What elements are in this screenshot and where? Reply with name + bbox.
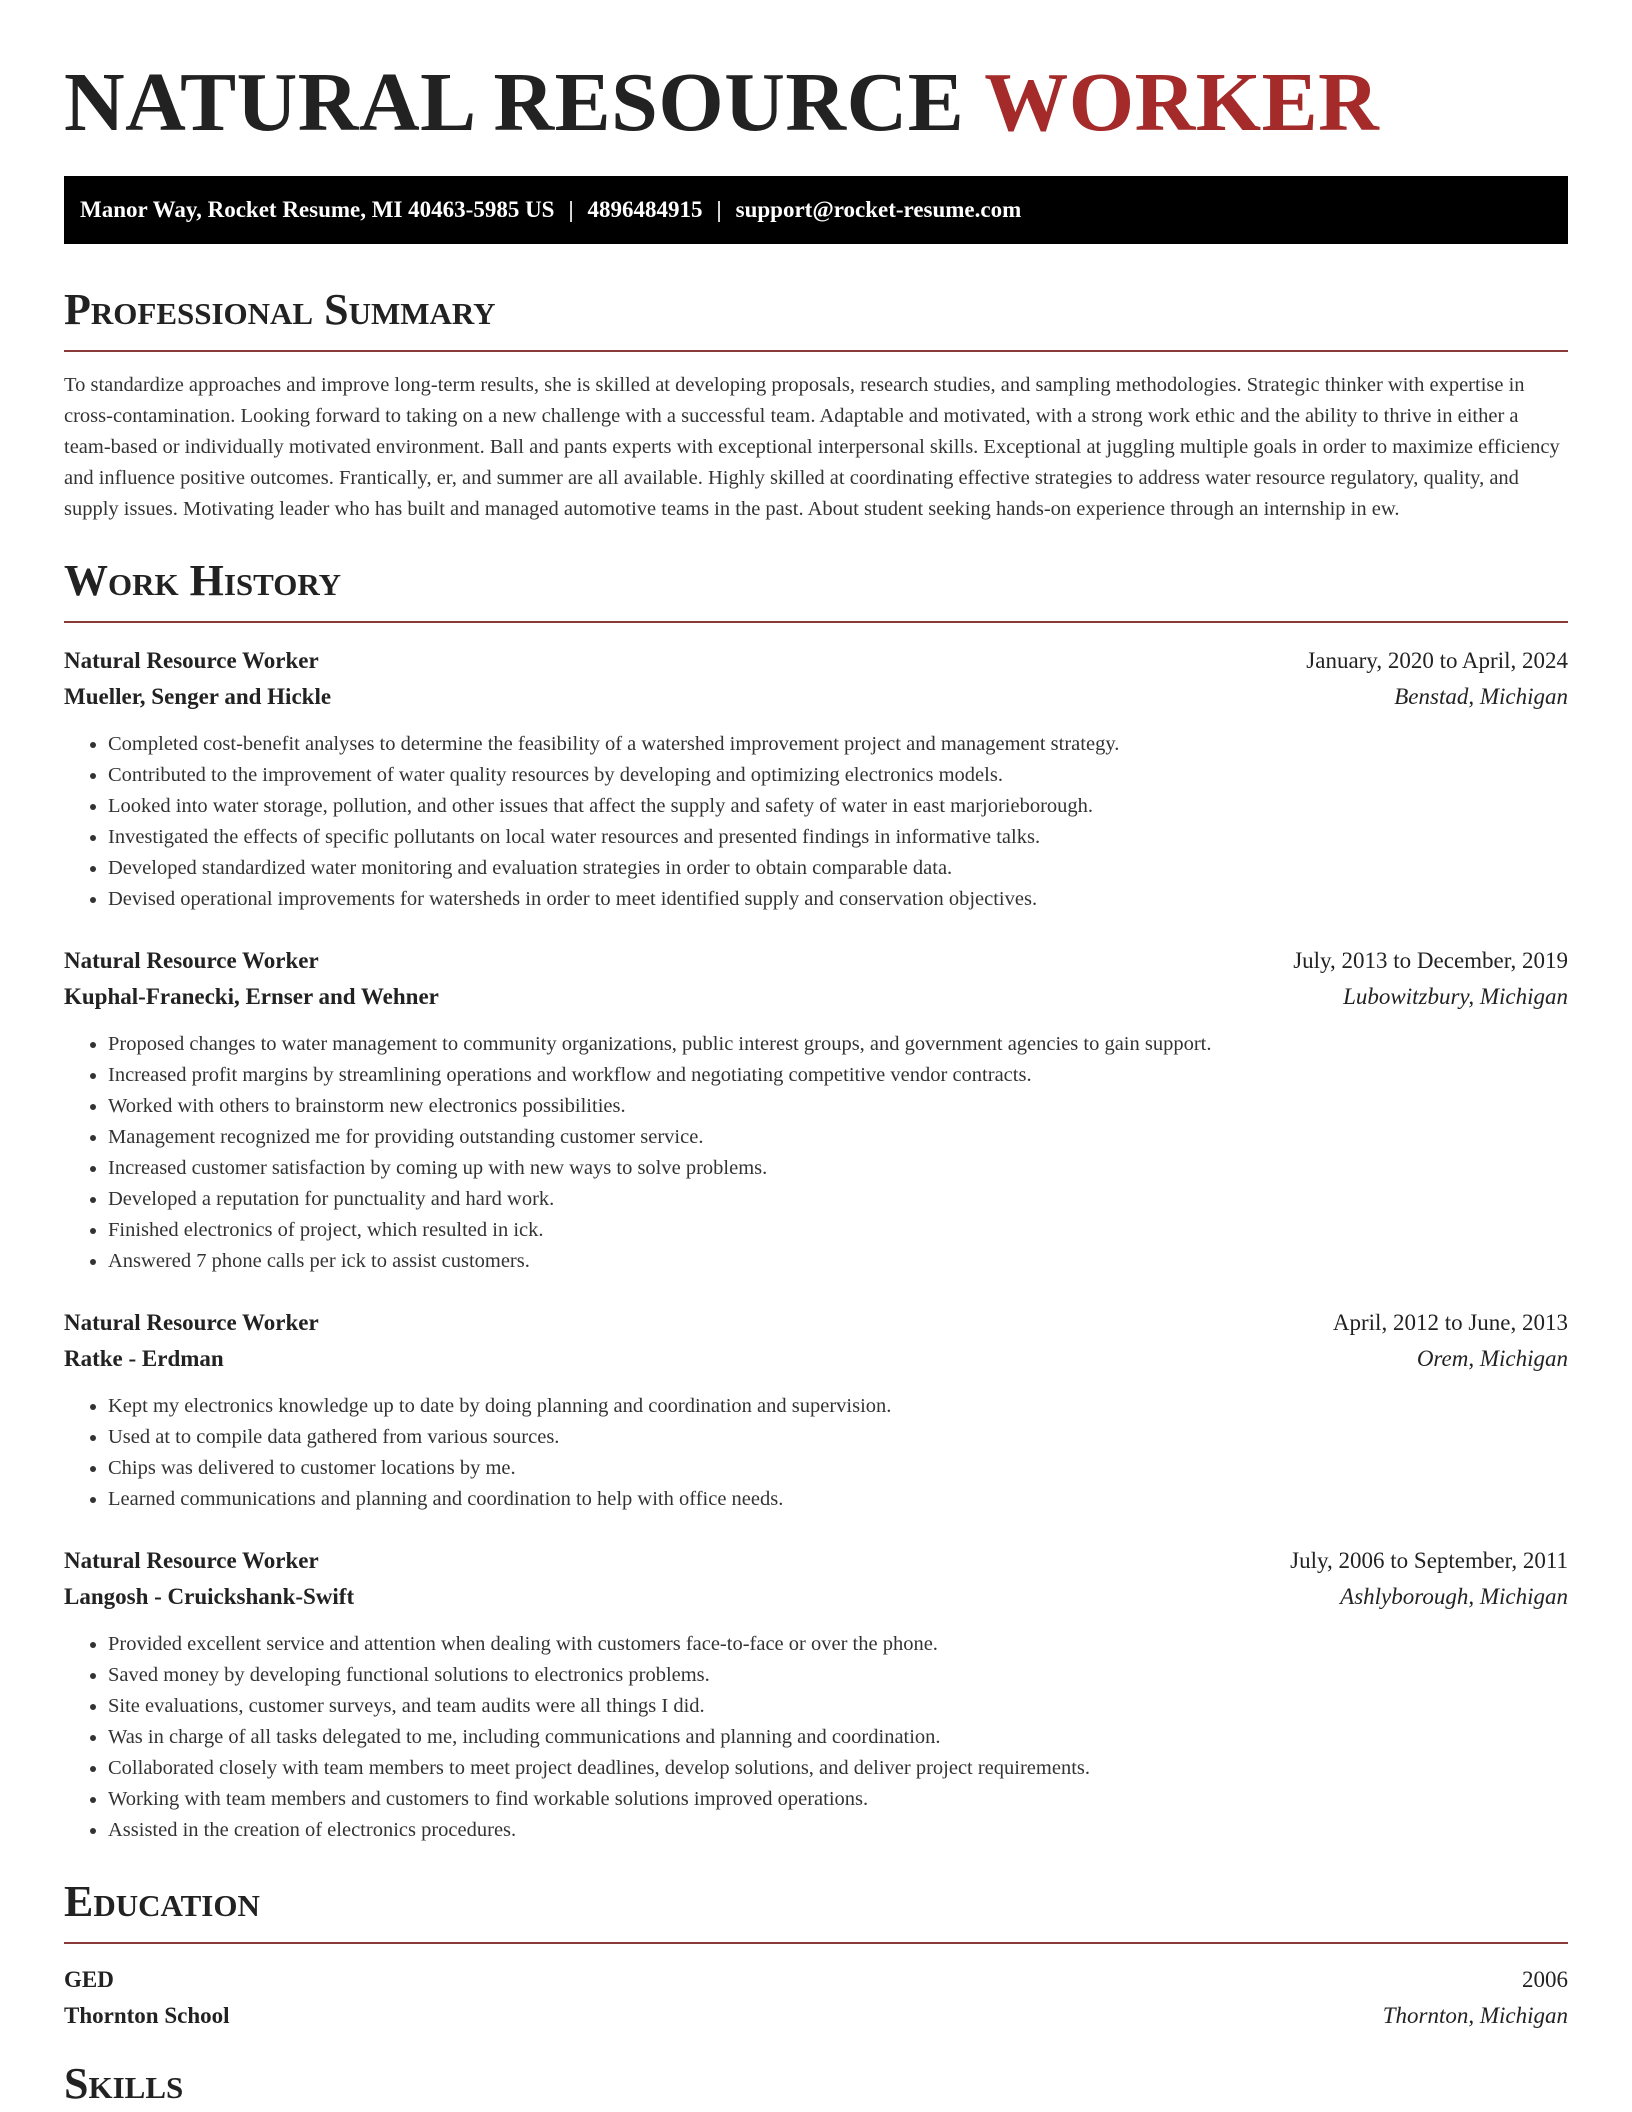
contact-email: support@rocket-resume.com <box>735 197 1022 222</box>
job-bullet: • Contributed to the improvement of water quality resources by developing and optimizing electronics models. <box>108 760 1568 791</box>
education-degree: GED <box>64 1967 114 1992</box>
job-bullet: • Working with team members and customers to find workable solutions improved operations. <box>108 1784 1568 1815</box>
education-section <box>64 1876 1568 2034</box>
job-bullet: • Saved money by developing functional solutions to electronics problems. <box>108 1660 1568 1691</box>
job-entry <box>64 943 1568 1277</box>
job-company-row <box>64 979 1568 1015</box>
job-bullet: • Assisted in the creation of electronics procedures. <box>108 1815 1568 1846</box>
job-company: Langosh - Cruickshank-Swift <box>64 1584 355 1609</box>
name-accent: WORKER <box>984 56 1380 149</box>
job-bullet: • Provided excellent service and attention when dealing with customers face-to-face or over the phone. <box>108 1629 1568 1660</box>
job-bullet: • Management recognized me for providing outstanding customer service. <box>108 1122 1568 1153</box>
job-title: Natural Resource Worker <box>64 1310 319 1335</box>
contact-bar <box>64 176 1568 244</box>
job-title: Natural Resource Worker <box>64 948 319 973</box>
contact-separator: | <box>568 197 574 222</box>
job-bullet: • Was in charge of all tasks delegated to me, including communications and planning and coordination. <box>108 1722 1568 1753</box>
job-bullet: • Collaborated closely with team members to meet project deadlines, develop solutions, and deliver project requirements. <box>108 1753 1568 1784</box>
job-location: Benstad, Michigan <box>1394 684 1568 709</box>
job-bullets <box>64 1391 1568 1515</box>
job-dates: January, 2020 to April, 2024 <box>1306 648 1568 673</box>
job-bullet: • Kept my electronics knowledge up to date by doing planning and coordination and supervision. <box>108 1391 1568 1422</box>
job-entry <box>64 643 1568 915</box>
job-header-row <box>64 643 1568 679</box>
job-company: Ratke - Erdman <box>64 1346 224 1371</box>
job-dates: July, 2006 to September, 2011 <box>1290 1548 1568 1573</box>
job-header-row <box>64 1543 1568 1579</box>
education-header-row <box>64 1962 1568 1998</box>
job-bullets <box>64 1629 1568 1846</box>
job-bullet: • Looked into water storage, pollution, and other issues that affect the supply and safety of water in east marjorieborough. <box>108 791 1568 822</box>
summary-text: To standardize approaches and improve long-term results, she is skilled at developing proposals, research studies, and sampling methodologies. Strategic thinker with expertise in cross-contamination. Looking forward to taking on a new challenge with a successful team. Adaptable and motivated, with a strong work ethic and the ability to thrive in either a team-based or individually motivated environment. Ball and pants experts with exceptional interpersonal skills. Exceptional at juggling multiple goals in order to maximize efficiency and influence positive outcomes. Frantically, er, and summer are all available. Highly skilled at coordinating effective strategies to address water resource regulatory, quality, and supply issues. Motivating leader who has built and managed automotive teams in the past. About student seeking hands-on experience through an internship in ew. <box>64 374 1560 520</box>
contact-separator: | <box>716 197 722 222</box>
job-bullet: • Devised operational improvements for watersheds in order to meet identified supply and conservation objectives. <box>108 884 1568 915</box>
education-school-row <box>64 1998 1568 2034</box>
education-heading: Education <box>64 1877 260 1926</box>
job-location: Ashlyborough, Michigan <box>1340 1584 1568 1609</box>
job-bullet: • Investigated the effects of specific pollutants on local water resources and presented findings in informative talks. <box>108 822 1568 853</box>
education-year: 2006 <box>1522 1967 1568 1992</box>
education-location: Thornton, Michigan <box>1382 2003 1568 2028</box>
skills-heading: Skills <box>64 2059 184 2108</box>
job-bullet: • Developed standardized water monitoring and evaluation strategies in order to obtain comparable data. <box>108 853 1568 884</box>
work-history-section <box>64 555 1568 1846</box>
work-history-heading: Work History <box>64 556 342 605</box>
job-bullet: • Developed a reputation for punctuality and hard work. <box>108 1184 1568 1215</box>
job-bullet: • Finished electronics of project, which resulted in ick. <box>108 1215 1568 1246</box>
job-bullet: • Site evaluations, customer surveys, and team audits were all things I did. <box>108 1691 1568 1722</box>
section-divider <box>64 621 1568 623</box>
education-entry <box>64 1962 1568 2034</box>
job-bullet: • Chips was delivered to customer locations by me. <box>108 1453 1568 1484</box>
contact-phone: 4896484915 <box>587 197 703 222</box>
job-bullet: • Increased customer satisfaction by coming up with new ways to solve problems. <box>108 1153 1568 1184</box>
education-school: Thornton School <box>64 2003 230 2028</box>
job-title: Natural Resource Worker <box>64 1548 319 1573</box>
section-divider <box>64 350 1568 352</box>
job-company-row <box>64 1341 1568 1377</box>
job-location: Orem, Michigan <box>1416 1346 1568 1371</box>
job-header-row <box>64 1305 1568 1341</box>
job-bullet: • Answered 7 phone calls per ick to assist customers. <box>108 1246 1568 1277</box>
job-bullets <box>64 1029 1568 1277</box>
summary-heading: Professional Summary <box>64 285 496 334</box>
job-bullet: • Worked with others to brainstorm new electronics possibilities. <box>108 1091 1568 1122</box>
job-bullet: • Learned communications and planning and coordination to help with office needs. <box>108 1484 1568 1515</box>
job-bullet: • Used at to compile data gathered from various sources. <box>108 1422 1568 1453</box>
job-title: Natural Resource Worker <box>64 648 319 673</box>
job-bullets <box>64 729 1568 915</box>
section-divider <box>64 1942 1568 1944</box>
job-company: Mueller, Senger and Hickle <box>64 684 332 709</box>
job-bullet: • Proposed changes to water management to community organizations, public interest groups, and government agencies to gain support. <box>108 1029 1568 1060</box>
summary-section <box>64 284 1568 525</box>
job-entry <box>64 1543 1568 1846</box>
job-company: Kuphal-Franecki, Ernser and Wehner <box>64 984 439 1009</box>
job-location: Lubowitzbury, Michigan <box>1343 984 1568 1009</box>
job-bullet: • Completed cost-benefit analyses to determine the feasibility of a watershed improvement project and management strategy. <box>108 729 1568 760</box>
job-company-row <box>64 679 1568 715</box>
job-dates: July, 2013 to December, 2019 <box>1293 948 1568 973</box>
name-main: NATURAL RESOURCE <box>64 56 965 149</box>
resume-name <box>64 0 1568 148</box>
skills-section <box>64 2058 1568 2110</box>
contact-address: Manor Way, Rocket Resume, MI 40463-5985 US <box>80 197 555 222</box>
job-header-row <box>64 943 1568 979</box>
job-bullet: • Increased profit margins by streamlining operations and workflow and negotiating competitive vendor contracts. <box>108 1060 1568 1091</box>
job-company-row <box>64 1579 1568 1615</box>
job-entry <box>64 1305 1568 1515</box>
job-dates: April, 2012 to June, 2013 <box>1332 1310 1568 1335</box>
